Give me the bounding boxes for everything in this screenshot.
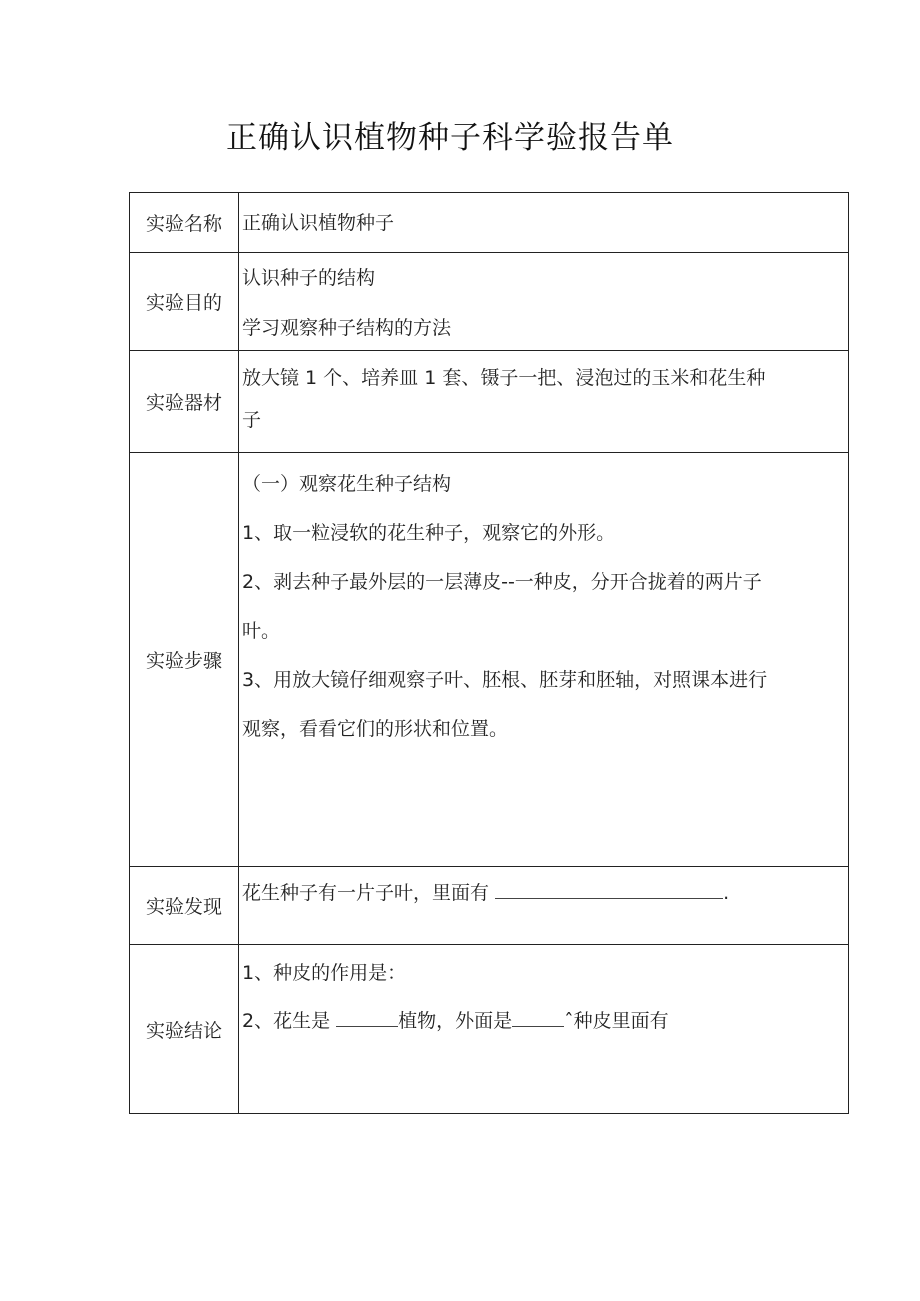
- label-materials: 实验器材: [130, 351, 239, 453]
- report-table: [129, 192, 849, 1114]
- row-name: [130, 193, 849, 253]
- label-name: 实验名称: [130, 193, 239, 253]
- value-materials: [239, 351, 849, 453]
- conclusion-text-b: 植物，外面是: [398, 1010, 513, 1032]
- label-findings: 实验发现: [130, 867, 239, 945]
- row-purpose: [130, 253, 849, 351]
- purpose-line-2: 学习观察种子结构的方法: [242, 317, 452, 339]
- value-conclusion: [239, 945, 849, 1114]
- findings-blank: [495, 880, 723, 899]
- steps-line-3: 2、剥去种子最外层的一层薄皮--一种皮，分开合拢着的两片子: [242, 571, 762, 593]
- materials-line-1: 放大镜 1 个、培养皿 1 套、镊子一把、浸泡过的玉米和花生种: [242, 367, 766, 389]
- findings-text: 花生种子有一片子叶，里面有: [242, 882, 490, 904]
- purpose-line-1: 认识种子的结构: [242, 267, 376, 289]
- materials-line-2: 子: [242, 409, 262, 431]
- row-findings: [130, 867, 849, 945]
- value-purpose: [239, 253, 849, 351]
- conclusion-blank-1: [336, 1008, 398, 1027]
- steps-line-4: 叶。: [242, 620, 281, 642]
- value-steps: [239, 453, 849, 867]
- conclusion-line-2: [242, 1008, 848, 1034]
- page-title: 正确认识植物种子科学验报告单: [226, 120, 674, 156]
- findings-line: [242, 880, 848, 906]
- conclusion-text-c: ˆ种皮里面有: [564, 1010, 669, 1032]
- conclusion-line-1: 1、种皮的作用是：: [242, 962, 407, 984]
- steps-line-5: 3、用放大镜仔细观察子叶、胚根、胚芽和胚轴，对照课本进行: [242, 669, 768, 691]
- row-steps: [130, 453, 849, 867]
- value-findings: [239, 867, 849, 945]
- conclusion-text-a: 2、花生是: [242, 1010, 331, 1032]
- value-name: [239, 193, 849, 253]
- steps-line-1: （一）观察花生种子结构: [242, 473, 452, 495]
- conclusion-blank-2: [512, 1008, 564, 1027]
- steps-line-6: 观察，看看它们的形状和位置。: [242, 718, 509, 740]
- label-steps: 实验步骤: [130, 453, 239, 867]
- steps-line-2: 1、取一粒浸软的花生种子，观察它的外形。: [242, 522, 616, 544]
- label-purpose: 实验目的: [130, 253, 239, 351]
- row-conclusion: [130, 945, 849, 1114]
- row-materials: [130, 351, 849, 453]
- name-text: 正确认识植物种子: [242, 211, 395, 234]
- findings-period: .: [723, 882, 730, 904]
- label-conclusion: 实验结论: [130, 945, 239, 1114]
